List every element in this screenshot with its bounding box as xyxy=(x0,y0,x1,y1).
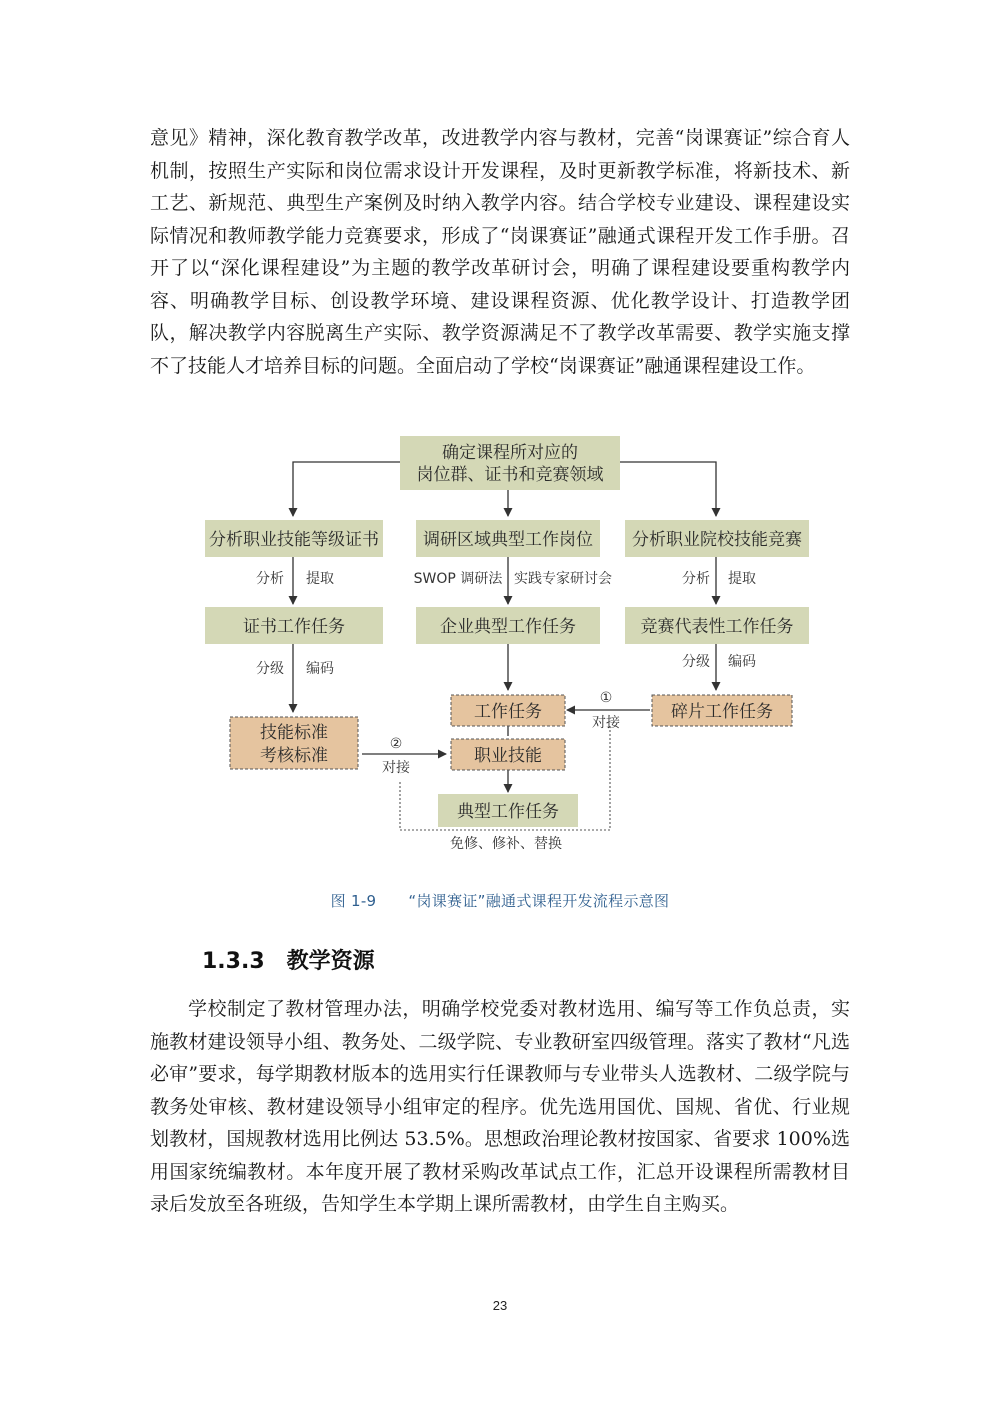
left-label-code: 编码 xyxy=(306,661,334,677)
top-box-text-1: 确定课程所对应的 xyxy=(442,443,578,463)
skill-standard-text-1: 技能标准 xyxy=(260,723,328,743)
mid-box-1-text: 调研区域典型工作岗位 xyxy=(423,530,593,550)
resources-paragraph xyxy=(150,993,850,1221)
resources-paragraph-text: 学校制定了教材管理办法，明确学校党委对教材选用、编写等工作负总责，实施教材建设领导小组、教务处、二级学院、专业教研室四级管理。落实了教材“凡选必审”要求，每学期教材版本的选用实行任课教师与专业带头人选教材、二级学院与教务处审核、教材建设领导小组审定的程序。优先选用国优、国规、省优、行业规划教材，国规教材选用比例达 53.5%。思想政治理论教材按国家、省要求 100%选用国家统编教材。本年度开展了教材采购改革试点工作，汇总开设课程所需教材目录后发放至各班级，告知学生本学期上课所需教材，由学生自主购买。 xyxy=(150,998,850,1215)
right-box-2-text: 竞赛代表性工作任务 xyxy=(640,617,794,637)
section-number: 1.3.3 xyxy=(202,949,265,974)
mid-label-expert: 实践专家研讨会 xyxy=(514,571,612,587)
course-development-flowchart xyxy=(200,432,820,862)
left-label-extract: 提取 xyxy=(306,571,334,587)
figure-caption xyxy=(0,890,1000,911)
match-circle-2: ② xyxy=(389,736,403,752)
figure-caption-title: “岗课赛证”融通式课程开发流程示意图 xyxy=(408,892,670,910)
bottom-note: 免修、修补、替换 xyxy=(450,836,562,852)
right-label-extract: 提取 xyxy=(728,571,756,587)
right-label-analyze: 分析 xyxy=(682,571,710,587)
mid-box-2-text: 企业典型工作任务 xyxy=(440,617,576,637)
fragment-task-text: 碎片工作任务 xyxy=(671,702,773,722)
left-label-analyze: 分析 xyxy=(256,571,284,587)
figure-caption-label: 图 1-9 xyxy=(330,892,377,910)
skill-standard-text-2: 考核标准 xyxy=(260,746,328,766)
match-label-1: 对接 xyxy=(592,715,620,731)
right-box-1-text: 分析职业院校技能竞赛 xyxy=(632,530,802,550)
mid-label-swop: SWOP 调研法 xyxy=(413,571,503,587)
intro-paragraph xyxy=(150,122,850,382)
typical-task-text: 典型工作任务 xyxy=(457,802,559,822)
match-circle-1: ① xyxy=(599,690,613,706)
section-title: 教学资源 xyxy=(286,949,375,974)
left-box-1-text: 分析职业技能等级证书 xyxy=(209,530,379,550)
intro-paragraph-text: 意见》精神，深化教育教学改革，改进教学内容与教材，完善“岗课赛证”综合育人机制，按照生产实际和岗位需求设计开发课程，及时更新教学标准，将新技术、新工艺、新规范、典型生产案例及时纳入教学内容。结合学校专业建设、课程建设实际情况和教师教学能力竞赛要求，形成了“岗课赛证”融通式课程开发工作手册。召开了以“深化课程建设”为主题的教学改革研讨会，明确了课程建设要重构教学内容、明确教学目标、创设教学环境、建设课程资源、优化教学设计、打造教学团队，解决教学内容脱离生产实际、教学资源满足不了教学改革需要、教学实施支撑不了技能人才培养目标的问题。全面启动了学校“岗课赛证”融通课程建设工作。 xyxy=(150,127,850,377)
page-number: 23 xyxy=(492,1298,508,1313)
section-heading xyxy=(202,944,375,975)
left-label-grade: 分级 xyxy=(256,661,284,677)
left-box-2-text: 证书工作任务 xyxy=(243,617,345,637)
right-label-grade: 分级 xyxy=(682,654,710,670)
top-box-text-2: 岗位群、证书和竞赛领域 xyxy=(416,465,604,485)
match-label-2: 对接 xyxy=(382,760,410,776)
right-label-code: 编码 xyxy=(728,654,756,670)
vocational-skill-text: 职业技能 xyxy=(474,746,542,766)
work-task-text: 工作任务 xyxy=(474,702,542,722)
